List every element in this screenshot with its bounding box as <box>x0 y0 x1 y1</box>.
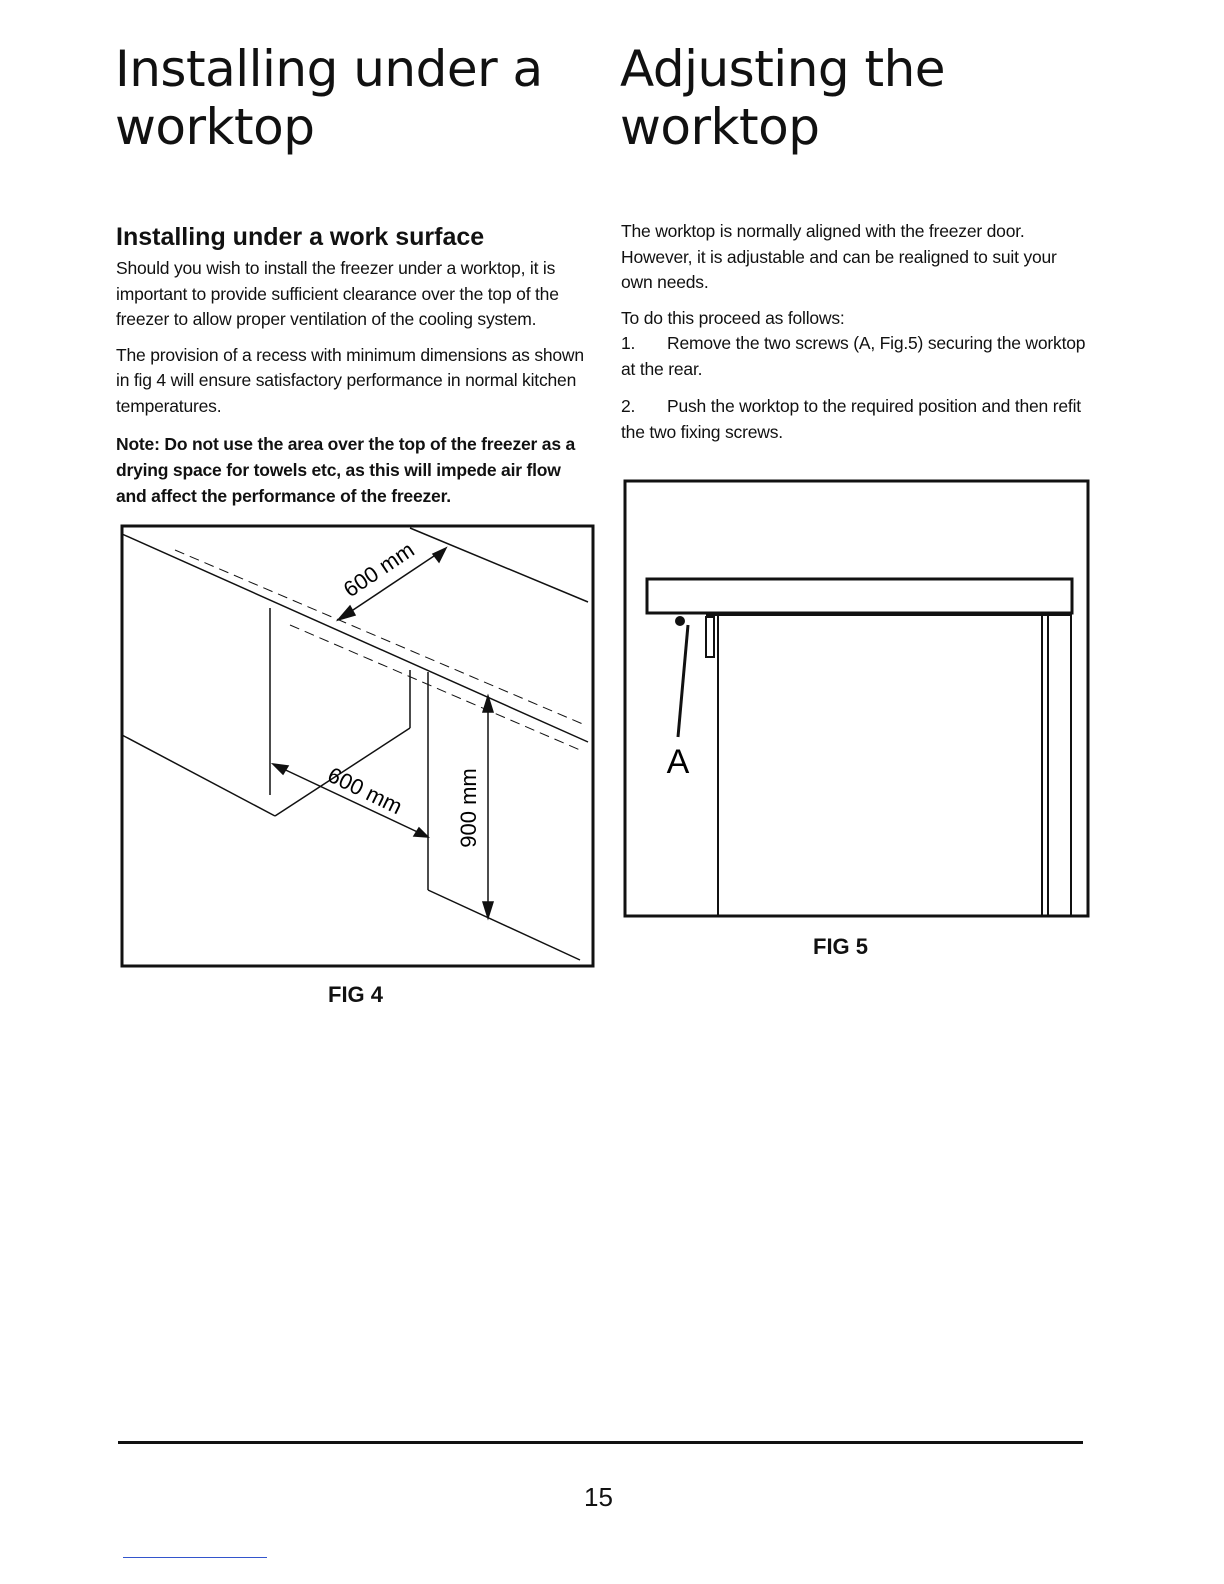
left-heading-line1: Installing under a <box>115 40 543 98</box>
ventilation-paragraph: Should you wish to install the freezer under a worktop, it is important to provide sufficient clearance over the top of the freezer to allow proper ventilation of the cooling system. <box>116 258 559 329</box>
left-heading <box>115 40 585 156</box>
step-1-number: 1. <box>621 333 636 353</box>
section-subheading: Installing under a work surface <box>116 223 485 251</box>
step-2-text: Push the worktop to the required position and then refit the two fixing screws. <box>621 396 1081 442</box>
fig5-frame <box>625 481 1088 916</box>
step-2-number: 2. <box>621 396 636 416</box>
fig5-worktop-diagram <box>618 475 1098 925</box>
fig4-recess-diagram <box>110 520 600 975</box>
fig4-width-label: 600 mm <box>323 762 407 820</box>
fig5-worktop <box>647 579 1072 613</box>
left-text-block <box>116 222 591 509</box>
step-1 <box>621 331 1091 382</box>
note-paragraph: Note: Do not use the area over the top of the freezer as a drying space for towels etc, as this will impede air flow and affect the performance of the freezer. <box>116 434 576 506</box>
fig5-label-a: A <box>666 743 690 781</box>
alignment-paragraph: The worktop is normally aligned with the freezer door. However, it is adjustable and can be realigned to suit your own needs. <box>621 221 1057 292</box>
footer-rule <box>118 1441 1083 1444</box>
right-heading-line1: Adjusting the <box>620 40 946 98</box>
recess-paragraph: The provision of a recess with minimum dimensions as shown in fig 4 will ensure satisfactory performance in normal kitchen temperatures. <box>116 344 584 416</box>
page-number: 15 <box>584 1482 613 1512</box>
proceed-paragraph: To do this proceed as follows: <box>621 307 845 328</box>
right-text-block <box>621 219 1091 445</box>
fig4-height-label: 900 mm <box>456 768 481 848</box>
bottom-mark-line <box>123 1557 267 1558</box>
fig5-screw <box>676 617 714 737</box>
fig4-depth-label: 600 mm <box>338 536 419 603</box>
step-1-text: Remove the two screws (A, Fig.5) securing the worktop at the rear. <box>621 333 1086 379</box>
right-heading-line2: worktop <box>620 98 820 156</box>
fig4-height-arrow <box>483 696 493 918</box>
right-heading <box>620 40 1100 156</box>
left-heading-line2: worktop <box>115 98 315 156</box>
fig5-caption: FIG 5 <box>813 934 869 959</box>
fig4-caption: FIG 4 <box>328 982 384 1007</box>
step-2 <box>621 394 1091 445</box>
fig5-cabinet <box>706 613 1072 916</box>
